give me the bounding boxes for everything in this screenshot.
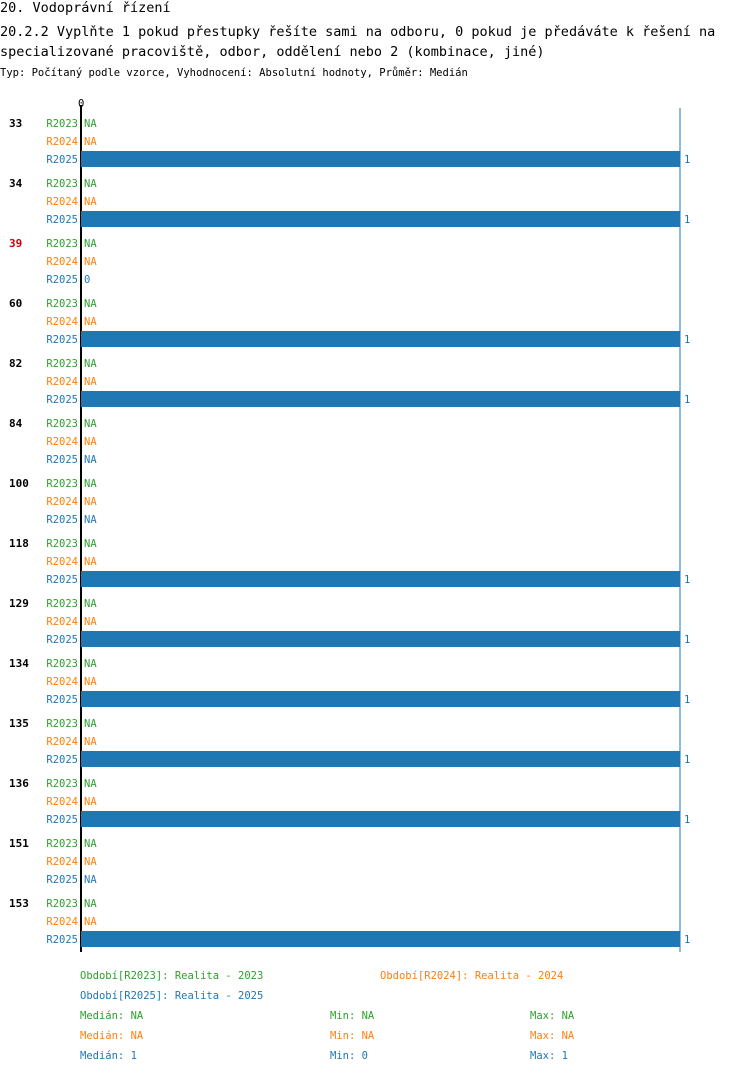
- series-row-label: R2024: [46, 436, 78, 448]
- category-label: 100: [9, 477, 29, 490]
- na-data-label: NA: [84, 616, 97, 628]
- series-row-label: R2023: [46, 718, 78, 730]
- bar: [81, 571, 680, 587]
- na-data-label: NA: [84, 856, 97, 868]
- stat-min-r2025: Min: 0: [330, 1050, 368, 1062]
- bar: [81, 811, 680, 827]
- na-data-label: NA: [84, 874, 97, 886]
- na-data-label: NA: [84, 358, 97, 370]
- series-row-label: R2025: [46, 334, 78, 346]
- na-data-label: NA: [84, 298, 97, 310]
- na-data-label: NA: [84, 718, 97, 730]
- category-label: 118: [9, 537, 29, 550]
- na-data-label: NA: [84, 256, 97, 268]
- series-row-label: R2025: [46, 814, 78, 826]
- na-data-label: NA: [84, 796, 97, 808]
- na-data-label: NA: [84, 436, 97, 448]
- series-row-label: R2024: [46, 856, 78, 868]
- na-data-label: NA: [84, 196, 97, 208]
- series-row-label: R2025: [46, 454, 78, 466]
- series-row-label: R2025: [46, 274, 78, 286]
- series-row-label: R2023: [46, 118, 78, 130]
- series-row-label: R2025: [46, 634, 78, 646]
- series-row-label: R2024: [46, 616, 78, 628]
- data-label: 1: [684, 754, 691, 766]
- data-label: 1: [684, 334, 691, 346]
- legend-period-r2023: Období[R2023]: Realita - 2023: [80, 970, 264, 982]
- data-label: 1: [684, 694, 691, 706]
- category-label: 129: [9, 597, 29, 610]
- chart-title: 20. Vodoprávní řízení: [0, 0, 171, 16]
- series-row-label: R2024: [46, 136, 78, 148]
- legend-period-r2025: Období[R2025]: Realita - 2025: [80, 990, 264, 1002]
- series-row-label: R2023: [46, 838, 78, 850]
- stat-max-r2025: Max: 1: [530, 1050, 568, 1062]
- data-label: 1: [684, 214, 691, 226]
- series-row-label: R2023: [46, 778, 78, 790]
- na-data-label: NA: [84, 778, 97, 790]
- na-data-label: NA: [84, 496, 97, 508]
- series-row-label: R2024: [46, 916, 78, 928]
- na-data-label: NA: [84, 658, 97, 670]
- stat-max-r2023: Max: NA: [530, 1010, 575, 1022]
- series-row-label: R2023: [46, 898, 78, 910]
- na-data-label: NA: [84, 376, 97, 388]
- stat-min-r2024: Min: NA: [330, 1030, 375, 1042]
- stat-median-r2025: Medián: 1: [80, 1050, 137, 1062]
- data-label: 0: [84, 274, 91, 286]
- data-label: 1: [684, 814, 691, 826]
- na-data-label: NA: [84, 514, 97, 526]
- bar: [81, 151, 680, 167]
- data-label: 1: [684, 574, 691, 586]
- series-row-label: R2024: [46, 256, 78, 268]
- series-row-label: R2024: [46, 556, 78, 568]
- stat-max-r2024: Max: NA: [530, 1030, 575, 1042]
- category-label: 39: [9, 237, 23, 250]
- series-row-label: R2025: [46, 394, 78, 406]
- series-row-label: R2024: [46, 676, 78, 688]
- x-tick-label-zero: 0: [78, 98, 85, 110]
- na-data-label: NA: [84, 538, 97, 550]
- stat-min-r2023: Min: NA: [330, 1010, 375, 1022]
- series-row-label: R2025: [46, 574, 78, 586]
- series-row-label: R2023: [46, 238, 78, 250]
- data-label: 1: [684, 634, 691, 646]
- series-row-label: R2024: [46, 376, 78, 388]
- category-label: 151: [9, 837, 29, 850]
- na-data-label: NA: [84, 898, 97, 910]
- na-data-label: NA: [84, 736, 97, 748]
- series-row-label: R2025: [46, 514, 78, 526]
- category-label: 82: [9, 357, 23, 370]
- na-data-label: NA: [84, 178, 97, 190]
- bar: [81, 931, 680, 947]
- stat-median-r2024: Medián: NA: [80, 1030, 144, 1042]
- na-data-label: NA: [84, 838, 97, 850]
- series-row-label: R2023: [46, 178, 78, 190]
- series-row-label: R2025: [46, 934, 78, 946]
- series-row-label: R2025: [46, 154, 78, 166]
- chart-type-note: Typ: Počítaný podle vzorce, Vyhodnocení: Absolutní hodnoty, Průměr: Medián: [0, 67, 468, 79]
- bar: [81, 691, 680, 707]
- bar: [81, 211, 680, 227]
- series-row-label: R2023: [46, 298, 78, 310]
- category-label: 136: [9, 777, 29, 790]
- na-data-label: NA: [84, 916, 97, 928]
- na-data-label: NA: [84, 418, 97, 430]
- stat-median-r2023: Medián: NA: [80, 1010, 144, 1022]
- data-label: 1: [684, 934, 691, 946]
- series-row-label: R2024: [46, 316, 78, 328]
- na-data-label: NA: [84, 556, 97, 568]
- series-row-label: R2024: [46, 196, 78, 208]
- category-label: 84: [9, 417, 23, 430]
- series-row-label: R2023: [46, 478, 78, 490]
- chart-subtitle: 20.2.2 Vyplňte 1 pokud přestupky řešíte sami na odboru, 0 pokud je předáváte k řešení na specializované pracoviště, odbor, oddělení nebo 2 (kombinace, jiné): [0, 24, 724, 60]
- na-data-label: NA: [84, 676, 97, 688]
- bar: [81, 751, 680, 767]
- na-data-label: NA: [84, 454, 97, 466]
- series-row-label: R2023: [46, 358, 78, 370]
- na-data-label: NA: [84, 118, 97, 130]
- category-label: 60: [9, 297, 23, 310]
- bar: [81, 331, 680, 347]
- category-label: 153: [9, 897, 29, 910]
- bar: [81, 631, 680, 647]
- category-label: 33: [9, 117, 23, 130]
- series-row-label: R2023: [46, 598, 78, 610]
- category-label: 134: [9, 657, 29, 670]
- series-row-label: R2023: [46, 418, 78, 430]
- series-row-label: R2025: [46, 874, 78, 886]
- series-row-label: R2025: [46, 694, 78, 706]
- data-label: 1: [684, 154, 691, 166]
- na-data-label: NA: [84, 478, 97, 490]
- category-label: 135: [9, 717, 29, 730]
- bar: [81, 391, 680, 407]
- category-label: 34: [9, 177, 23, 190]
- series-row-label: R2024: [46, 496, 78, 508]
- series-row-label: R2024: [46, 736, 78, 748]
- legend-period-r2024: Období[R2024]: Realita - 2024: [380, 970, 564, 982]
- na-data-label: NA: [84, 316, 97, 328]
- series-row-label: R2023: [46, 658, 78, 670]
- series-row-label: R2025: [46, 754, 78, 766]
- series-row-label: R2023: [46, 538, 78, 550]
- data-label: 1: [684, 394, 691, 406]
- na-data-label: NA: [84, 238, 97, 250]
- series-row-label: R2024: [46, 796, 78, 808]
- na-data-label: NA: [84, 136, 97, 148]
- series-row-label: R2025: [46, 214, 78, 226]
- na-data-label: NA: [84, 598, 97, 610]
